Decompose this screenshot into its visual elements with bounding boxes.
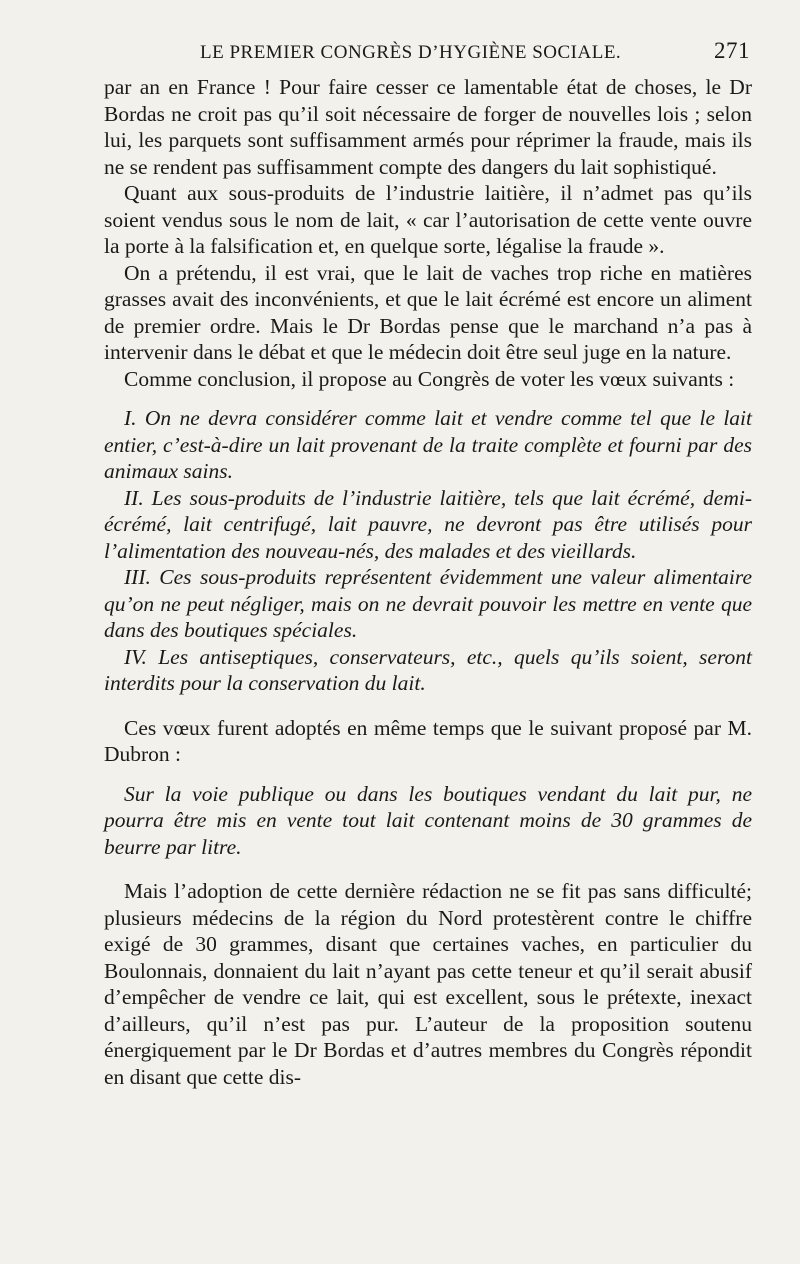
paragraph-2: Quant aux sous-produits de l’industrie laitière, il n’admet pas qu’ils soient vendus sous le nom de lait, « car l’autorisation de cette vente ouvre la porte à la falsification et, en quelque sorte, légalise la fraude ».: [104, 181, 752, 258]
resolution-2: II. Les sous-produits de l’industrie laitière, tels que lait écrémé, demi-écrémé, lait centrifugé, lait pauvre, ne devront pas être utilisés pour l’alimentation des nouveau-nés, des malades et des vieillards.: [104, 485, 752, 563]
paragraph-5: Ces vœux furent adoptés en même temps que le suivant proposé par M. Dubron :: [104, 715, 752, 766]
spacer: [104, 392, 752, 405]
page-header: [200, 36, 760, 68]
dubron-proposal: Sur la voie publique ou dans les boutiques vendant du lait pur, ne pourra être mis en vente tout lait contenant moins de 30 grammes de beurre par litre.: [104, 781, 752, 859]
resolution-3: III. Ces sous-produits représentent évidemment une valeur alimentaire qu’on ne peut négliger, mais on ne devrait pouvoir les mettre en vente que dans des boutiques spéciales.: [104, 565, 752, 642]
paragraph-4: Comme conclusion, il propose au Congrès de voter les vœux suivants :: [124, 366, 735, 391]
paragraph-1: par an en France ! Pour faire cesser ce lamentable état de choses, le Dr Bordas ne croit pas qu’il soit nécessaire de forger de nouvelles lois ; selon lui, les parquets sont suffisamment armés pour réprimer la fraude, mais ils ne se rendent pas suffisamment compte des dangers du lait sophistiqué.: [104, 75, 752, 179]
resolution-4: IV. Les antiseptiques, conservateurs, etc., quels qu’ils soient, seront interdits pour la conservation du lait.: [104, 644, 752, 695]
running-title: LE PREMIER CONGRÈS D’HYGIÈNE SOCIALE.: [200, 42, 622, 63]
paragraph-6: Mais l’adoption de cette dernière rédaction ne se fit pas sans difficulté; plusieurs médecins de la région du Nord protestèrent contre le chiffre exigé de 30 grammes, disant que certaines vaches, en particulier du Boulonnais, donnaient du lait n’ayant pas cette teneur et qu’il serait abusif d’empêcher de vendre ce lait, qui est excellent, sous le prétexte, inexact d’ailleurs, qu’il n’est pas pur. L’auteur de la proposition soutenu énergiquement par le Dr Bordas et d’autres membres du Congrès répondit en disant que cette dis-: [104, 879, 752, 1089]
page-body: [104, 74, 752, 1090]
spacer: [104, 768, 752, 781]
resolution-1: I. On ne devra considérer comme lait et vendre comme tel que le lait entier, c’est-à-dire un lait provenant de la traite complète et fourni par des animaux sains.: [104, 406, 752, 483]
spacer: [104, 697, 752, 715]
spacer: [104, 860, 752, 878]
paragraph-3: On a prétendu, il est vrai, que le lait de vaches trop riche en matières grasses avait des inconvénients, et que le lait écrémé est encore un aliment de premier ordre. Mais le Dr Bordas pense que le marchand n’a pas à intervenir dans le débat et que le médecin doit être seul juge en la nature.: [104, 260, 752, 364]
page-number: 271: [714, 38, 750, 63]
